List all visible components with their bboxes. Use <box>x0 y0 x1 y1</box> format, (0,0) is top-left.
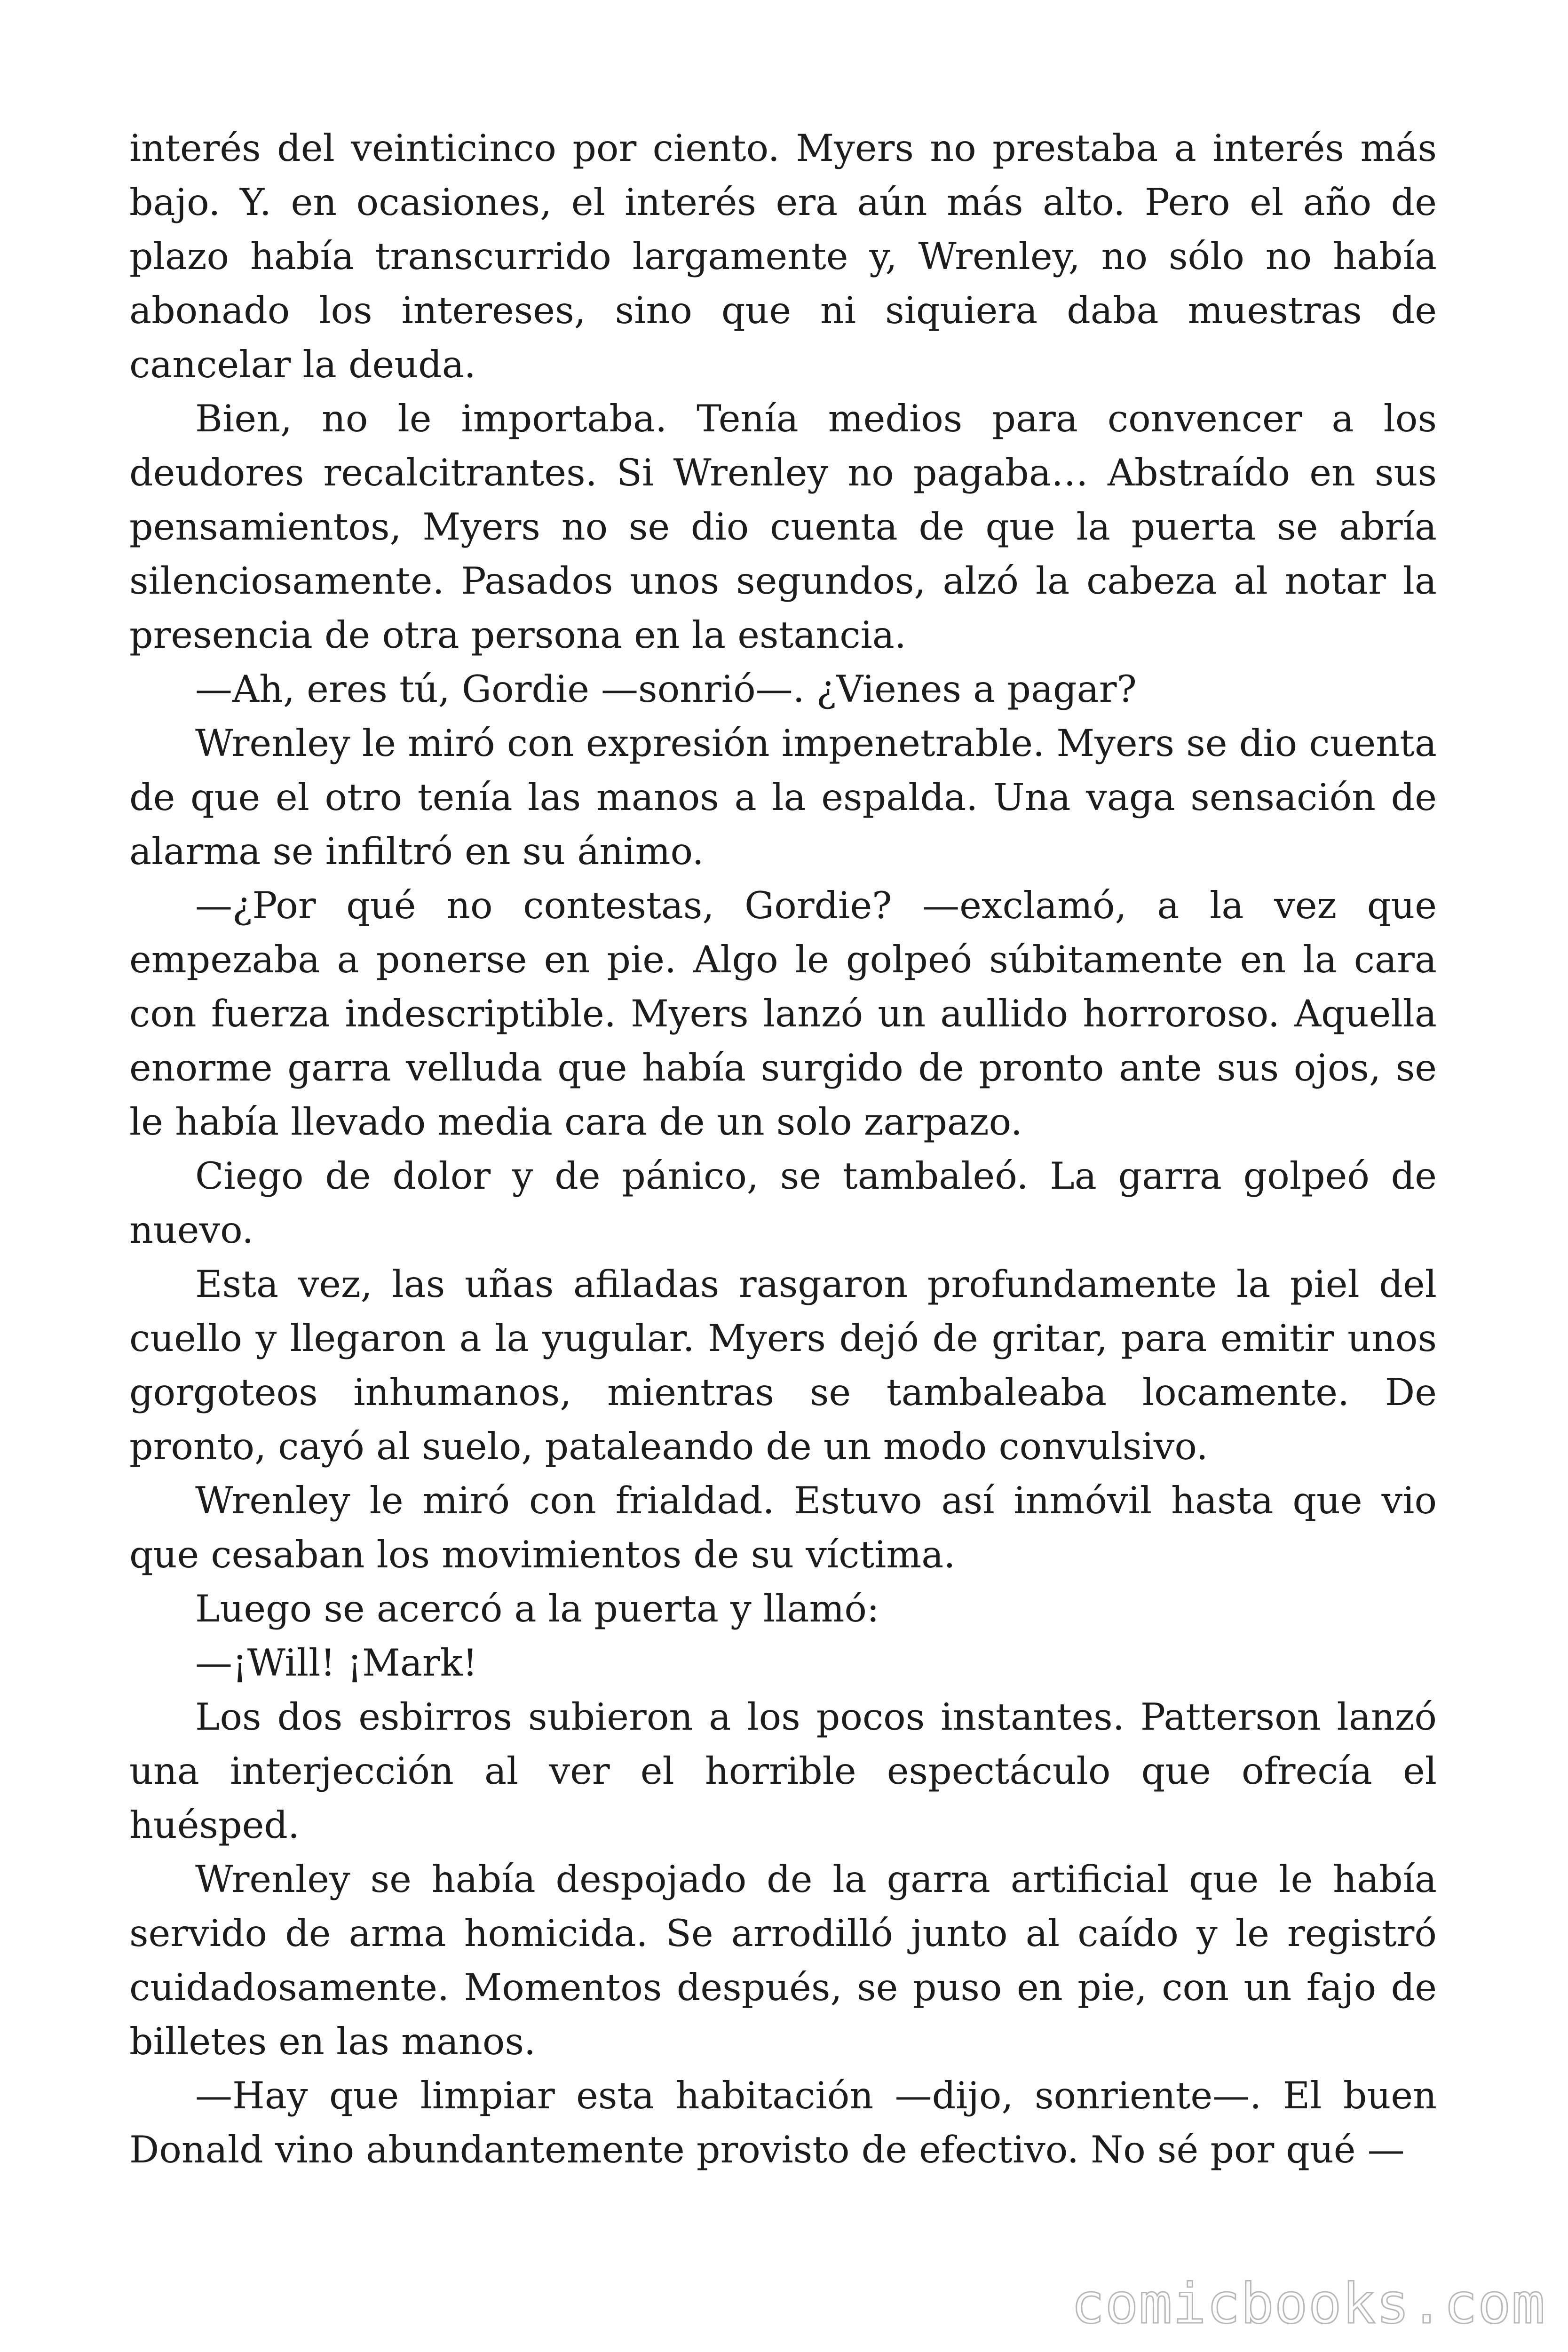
paragraph: —¿Por qué no contestas, Gordie? —exclamó, a la vez que empezaba a ponerse en pie. Algo le golpeó súbitamente en la cara con fuerza indescriptible. Myers lanzó un aullido horroroso. Aquella enorme garra velluda que había surgido de pronto ante sus ojos, se le había llevado media cara de un solo zarpazo. <box>129 884 1437 1144</box>
paragraph: Bien, no le importaba. Tenía medios para convencer a los deudores recalcitrantes. Si Wrenley no pagaba… Abstraído en sus pensamientos, Myers no se dio cuenta de que la puerta se abría silenciosamente. Pasados unos segundos, alzó la cabeza al notar la presencia de otra persona en la estancia. <box>129 397 1437 657</box>
paragraph: —Hay que limpiar esta habitación —dijo, sonriente—. El buen Donald vino abundantemente provisto de efectivo. No sé por qué — <box>129 2074 1437 2171</box>
body-text <box>129 121 1437 2177</box>
paragraph: Ciego de dolor y de pánico, se tambaleó. La garra golpeó de nuevo. <box>129 1154 1437 1252</box>
paragraph: Los dos esbirros subieron a los pocos instantes. Patterson lanzó una interjección al ver el horrible espectáculo que ofrecía el huésped. <box>129 1695 1437 1847</box>
paragraph: Wrenley le miró con frialdad. Estuvo así inmóvil hasta que vio que cesaban los movimientos de su víctima. <box>129 1479 1437 1576</box>
site-watermark: comicbooks.com <box>1071 2271 1545 2336</box>
paragraph: —¡Will! ¡Mark! <box>195 1641 478 1685</box>
paragraph: Luego se acercó a la puerta y llamó: <box>195 1587 879 1630</box>
paragraph: Wrenley le miró con expresión impenetrable. Myers se dio cuenta de que el otro tenía las manos a la espalda. Una vaga sensación de alarma se infiltró en su ánimo. <box>129 722 1437 873</box>
paragraph: Wrenley se había despojado de la garra artificial que le había servido de arma homicida. Se arrodilló junto al caído y le registró cuidadosamente. Momentos después, se puso en pie, con un fajo de billetes en las manos. <box>129 1858 1437 2063</box>
paragraph: interés del veinticinco por ciento. Myers no prestaba a interés más bajo. Y. en ocasiones, el interés era aún más alto. Pero el año de plazo había transcurrido largamente y, Wrenley, no sólo no había abonado los intereses, sino que ni siquiera daba muestras de cancelar la deuda. <box>129 127 1437 386</box>
paragraph: Esta vez, las uñas afiladas rasgaron profundamente la piel del cuello y llegaron a la yugular. Myers dejó de gritar, para emitir unos gorgoteos inhumanos, mientras se tambaleaba locamente. De pronto, cayó al suelo, pataleando de un modo convulsivo. <box>129 1263 1437 1468</box>
paragraph: —Ah, eres tú, Gordie —sonrió—. ¿Vienes a pagar? <box>195 667 1137 711</box>
